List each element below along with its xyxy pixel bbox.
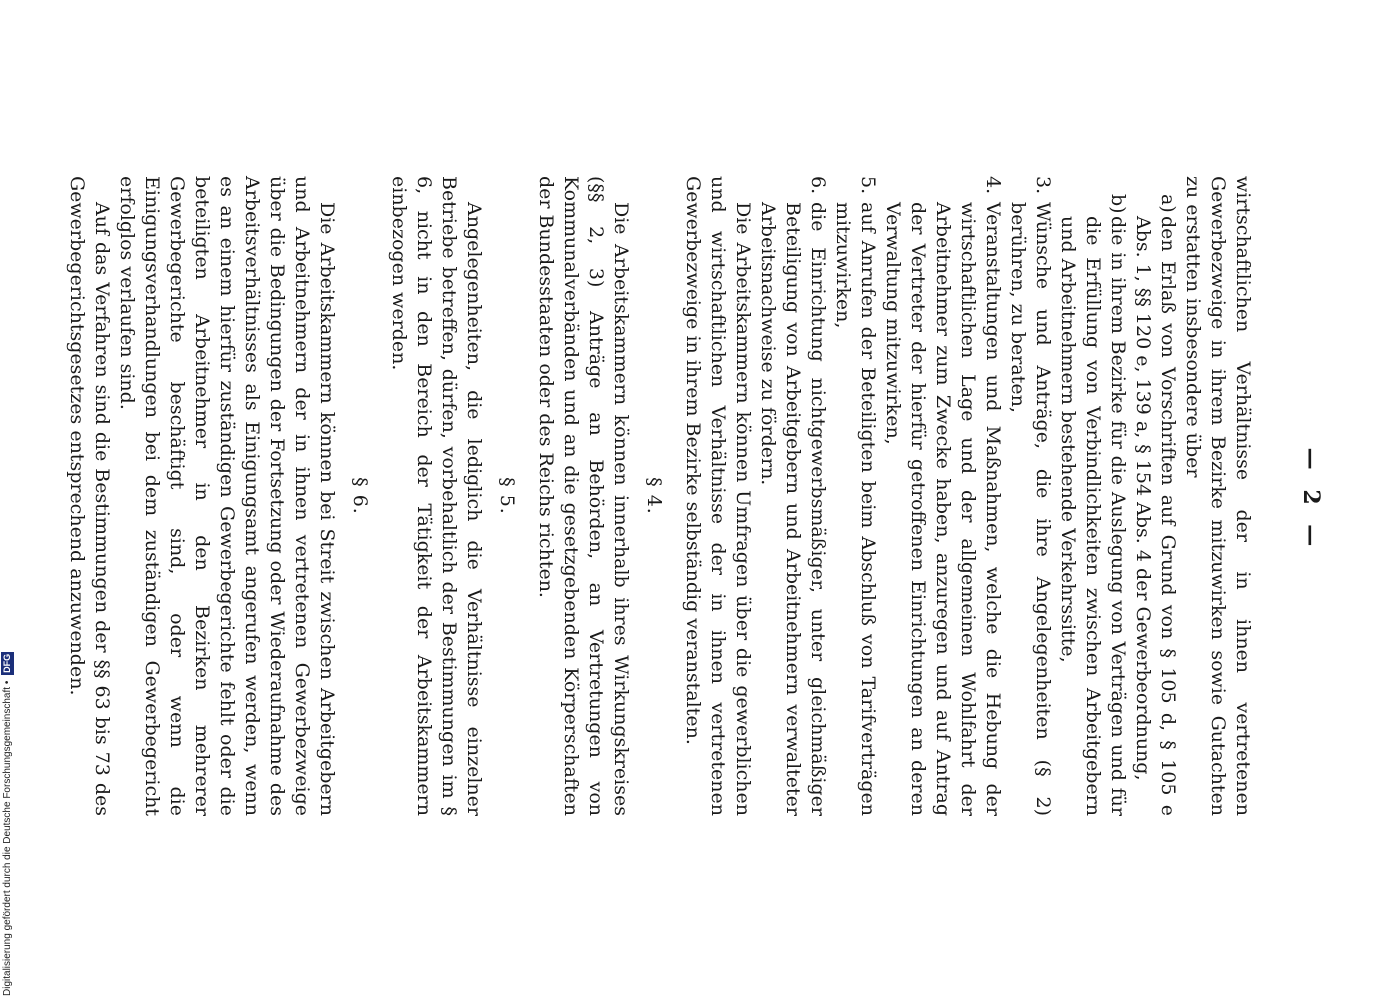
- list-item-text: Veranstaltungen und Maßnahmen, welche die Hebung der wirtschaftlichen Lage und der allgemeinen Wohlfahrt der Arbeitnehmer zum Zwecke haben, anzuregen und auf Antrag der Vertreter der hierfür getroffenen Einrichtungen an deren Verwaltung mitzuwirken,: [882, 202, 1004, 816]
- intro-paragraph: wirtschaftlichen Verhältnisse der in ihnen vertretenen Gewerbezweige in ihrem Bezirke mitzuwirken sowie Gutachten zu erstatten insbesondere über: [1182, 176, 1254, 816]
- section-heading-5: § 5.: [496, 477, 518, 515]
- intro-item-a-label: a): [1157, 194, 1179, 213]
- section-6-paragraph-2: Auf das Verfahren sind die Bestimmungen der §§ 63 bis 73 des Gewerbegerichtsgesetzes entsprechend anzuwenden.: [66, 176, 113, 816]
- section-6-paragraph-1: Die Arbeitskammern können bei Streit zwischen Arbeitgebern und Arbeitnehmern der in ihnen vertretenen Gewerbezweige über die Bedingungen der Fortsetzung oder Wiederaufnahme des Arbeitsverhältnisses als Einigungsamt angerufen werden, wenn es an einem hierfür zuständigen Gewerbegerichte fehlt oder die beteiligten Arbeitnehmer in den Bezirken mehrerer Gewerbegerichte beschäftigt sind, oder wenn die Einigungsverhandlungen bei dem zuständigen Gewerbegericht erfolglos verlaufen sind.: [116, 176, 338, 816]
- list-item-3: [1005, 176, 1055, 816]
- section-heading-4: § 4.: [643, 477, 665, 515]
- dfg-logo: DFG: [1, 653, 12, 673]
- list-item-number: 4.: [982, 176, 1004, 195]
- intro-item-b: [1055, 194, 1130, 816]
- list-item-5: [830, 176, 880, 816]
- intro-item-b-text: die in ihrem Bezirke für die Auslegung von Verträgen und für die Erfüllung von Verbindlichkeiten zwischen Arbeitgebern und Arbeitnehmern bestehende Verkehrssitte,: [1057, 216, 1129, 816]
- digitization-note-text: Digitalisierung gefördert durch die Deutsche Forschungsgemeinschaft: [1, 686, 13, 996]
- intro-item-a: [1130, 194, 1180, 816]
- list-item-number: 6.: [807, 176, 829, 195]
- section-4-text: Die Arbeitskammern können innerhalb ihres Wirkungskreises (§§ 2, 3) Anträge an Behörden, an Vertretungen von Kommunalverbänden und an die gesetzgebenden Körperschaften der Bundesstaaten oder des Reichs richten.: [535, 176, 632, 816]
- list-item-number: 3.: [1032, 176, 1054, 195]
- list-item-6: [755, 176, 830, 816]
- section-5-text: Angelegenheiten, die lediglich die Verhältnisse einzelner Betriebe betreffen, dürfen, vorbehaltlich der Bestimmungen im § 6, nicht in den Bereich der Tätigkeit der Arbeitskammern einbezogen werden.: [388, 176, 485, 816]
- paragraph-surveys: Die Arbeitskammern können Umfragen über die gewerblichen und wirtschaftlichen Verhältnisse der in ihnen vertretenen Gewerbezweige in ihrem Bezirke selbständig veranstalten.: [682, 176, 754, 816]
- page-number: — 2 —: [1298, 447, 1324, 553]
- list-item-text: auf Anrufen der Beteiligten beim Abschluß von Tarifverträgen mitzuwirken,: [832, 202, 879, 816]
- digitization-note: Digitalisierung gefördert durch die Deutsche Forschungsgemeinschaft • DFG: [1, 653, 13, 996]
- section-heading-6: § 6.: [349, 477, 371, 515]
- list-item-text: die Einrichtung nichtgewerbsmäßiger, unter gleichmäßiger Beteiligung von Arbeitgebern und Arbeitnehmern verwalteter Arbeitsnachweise zu fördern.: [757, 202, 829, 816]
- list-item-4: [880, 176, 1005, 816]
- list-item-text: Wünsche und Anträge, die ihre Angelegenheiten (§ 2) berühren, zu beraten,: [1007, 202, 1054, 816]
- list-item-number: 5.: [857, 176, 879, 195]
- intro-item-b-label: b): [1107, 194, 1129, 214]
- intro-item-a-text: den Erlaß von Vorschriften auf Grund von § 105 d, § 105 e Abs. 1, §§ 120 e, 139 a, § 154 Abs. 4 der Gewerbeordnung,: [1132, 216, 1179, 816]
- page-body: [64, 176, 1255, 816]
